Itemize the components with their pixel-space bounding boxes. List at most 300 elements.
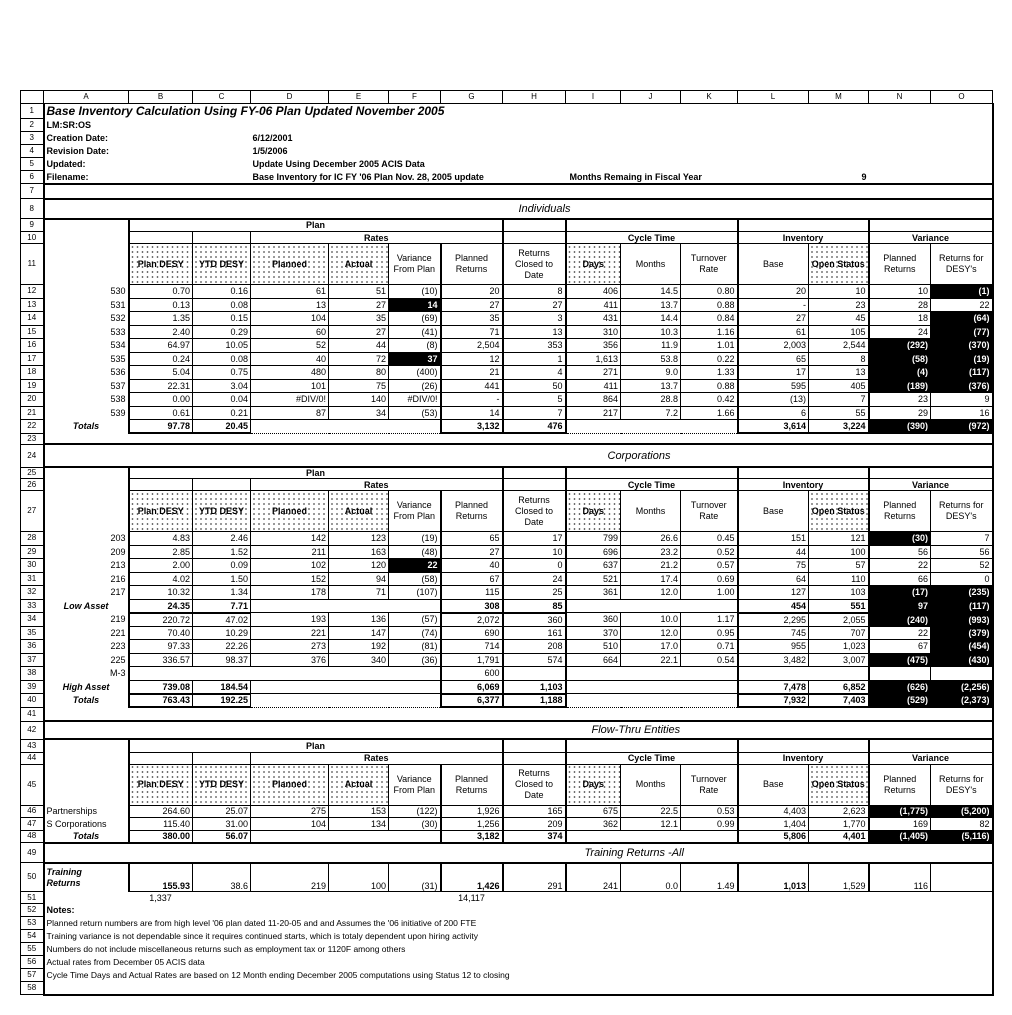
- data-cell[interactable]: 1.33: [681, 366, 738, 380]
- data-cell[interactable]: (41): [389, 325, 441, 339]
- data-cell[interactable]: 2.85: [129, 545, 193, 559]
- data-cell[interactable]: 707: [809, 626, 869, 640]
- data-cell[interactable]: (235): [931, 586, 993, 600]
- cell[interactable]: [869, 667, 931, 681]
- cell[interactable]: [738, 467, 869, 479]
- cell[interactable]: [869, 219, 993, 232]
- column-letter[interactable]: K: [681, 91, 738, 104]
- data-cell[interactable]: 0.08: [193, 352, 251, 366]
- data-cell[interactable]: 264.60: [129, 805, 193, 818]
- data-cell[interactable]: 1,023: [809, 640, 869, 654]
- column-header[interactable]: Plan DESY: [129, 764, 193, 805]
- training-cell[interactable]: 1,529: [809, 863, 869, 892]
- column-letter[interactable]: N: [869, 91, 931, 104]
- group-plan[interactable]: Plan: [129, 467, 503, 479]
- data-cell[interactable]: 714: [441, 640, 503, 654]
- data-cell[interactable]: 140: [329, 393, 389, 407]
- cell[interactable]: [503, 232, 566, 244]
- data-cell[interactable]: 374: [503, 830, 566, 843]
- data-cell[interactable]: 0.08: [193, 298, 251, 312]
- data-cell[interactable]: 7,403: [809, 694, 869, 708]
- spreadsheet-grid[interactable]: [20, 90, 994, 996]
- data-cell[interactable]: 380.00: [129, 830, 193, 843]
- data-cell[interactable]: 28.8: [621, 393, 681, 407]
- column-header[interactable]: Returns Closed to Date: [503, 764, 566, 805]
- data-cell[interactable]: 13: [809, 366, 869, 380]
- info-value[interactable]: Update Using December 2005 ACIS Data: [251, 158, 993, 171]
- row-number[interactable]: 22: [21, 420, 44, 434]
- data-cell[interactable]: 29: [869, 406, 931, 420]
- data-cell[interactable]: 0.75: [193, 366, 251, 380]
- row-number[interactable]: 1: [21, 104, 44, 119]
- column-letter[interactable]: G: [441, 91, 503, 104]
- summary-label[interactable]: Totals: [72, 830, 100, 841]
- data-cell[interactable]: #DIV/0!: [389, 393, 441, 407]
- data-cell[interactable]: 142: [251, 532, 329, 546]
- training-title[interactable]: Training Returns -All: [44, 843, 993, 863]
- data-cell[interactable]: 17.0: [621, 640, 681, 654]
- group-variance[interactable]: Variance: [869, 232, 993, 244]
- cell[interactable]: [44, 892, 129, 904]
- row-number[interactable]: 13: [21, 298, 44, 312]
- data-cell[interactable]: 120: [329, 559, 389, 573]
- data-cell[interactable]: 476: [503, 420, 566, 434]
- data-cell[interactable]: 64.97: [129, 339, 193, 353]
- row-label[interactable]: 538: [110, 394, 126, 405]
- data-cell[interactable]: 0.13: [129, 298, 193, 312]
- data-cell[interactable]: 57: [809, 559, 869, 573]
- data-cell[interactable]: 361: [566, 586, 621, 600]
- row-number[interactable]: 33: [21, 599, 44, 613]
- data-cell[interactable]: 0: [503, 559, 566, 573]
- data-cell[interactable]: 0.21: [193, 406, 251, 420]
- column-letter[interactable]: F: [389, 91, 441, 104]
- row-number[interactable]: 52: [21, 904, 44, 917]
- data-cell[interactable]: 2,055: [809, 613, 869, 627]
- data-cell[interactable]: 22.31: [129, 379, 193, 393]
- data-cell[interactable]: (74): [389, 626, 441, 640]
- row-number[interactable]: 6: [21, 171, 44, 184]
- data-cell[interactable]: 13: [251, 298, 329, 312]
- data-cell[interactable]: 664: [566, 653, 621, 667]
- column-header[interactable]: YTD DESY: [193, 491, 251, 532]
- data-cell[interactable]: 100: [809, 545, 869, 559]
- training-cell[interactable]: 1.49: [681, 863, 738, 892]
- data-cell[interactable]: 22.5: [621, 805, 681, 818]
- data-cell[interactable]: 56: [931, 545, 993, 559]
- data-cell[interactable]: 22: [389, 559, 441, 573]
- data-cell[interactable]: 75: [329, 379, 389, 393]
- training-cell[interactable]: 116: [869, 863, 931, 892]
- data-cell[interactable]: 31.00: [193, 818, 251, 831]
- data-cell[interactable]: 7: [503, 406, 566, 420]
- row-number[interactable]: 55: [21, 943, 44, 956]
- data-cell[interactable]: 115.40: [129, 818, 193, 831]
- data-cell[interactable]: 110: [809, 572, 869, 586]
- row-number[interactable]: 40: [21, 694, 44, 708]
- data-cell[interactable]: 2.40: [129, 325, 193, 339]
- column-header[interactable]: Turnover Rate: [681, 244, 738, 285]
- row-number[interactable]: 47: [21, 818, 44, 831]
- data-cell[interactable]: 7.71: [193, 599, 251, 613]
- column-header[interactable]: Variance From Plan: [389, 244, 441, 285]
- row-label[interactable]: 539: [110, 407, 126, 418]
- cell[interactable]: [193, 752, 251, 764]
- data-cell[interactable]: 0.00: [129, 393, 193, 407]
- cell[interactable]: [129, 232, 193, 244]
- data-cell[interactable]: 52: [251, 339, 329, 353]
- cell[interactable]: [869, 171, 993, 184]
- info-value[interactable]: 6/12/2001: [251, 132, 993, 145]
- data-cell[interactable]: 356: [566, 339, 621, 353]
- data-cell[interactable]: 1,188: [503, 694, 566, 708]
- data-cell[interactable]: (529): [869, 694, 931, 708]
- row-number[interactable]: 49: [21, 843, 44, 863]
- cell[interactable]: [566, 667, 738, 681]
- blank-row[interactable]: [44, 707, 993, 721]
- data-cell[interactable]: 7: [931, 532, 993, 546]
- data-cell[interactable]: 134: [329, 818, 389, 831]
- data-cell[interactable]: 0.29: [193, 325, 251, 339]
- data-cell[interactable]: (454): [931, 640, 993, 654]
- data-cell[interactable]: (107): [389, 586, 441, 600]
- data-cell[interactable]: 406: [566, 285, 621, 299]
- cell[interactable]: [503, 739, 566, 752]
- section-title[interactable]: Individuals: [44, 199, 993, 219]
- summary-label[interactable]: Low Asset: [63, 600, 109, 611]
- data-cell[interactable]: 127: [738, 586, 809, 600]
- row-number[interactable]: 9: [21, 219, 44, 232]
- data-cell[interactable]: 9.0: [621, 366, 681, 380]
- cell[interactable]: [503, 479, 566, 491]
- data-cell[interactable]: 2.00: [129, 559, 193, 573]
- data-cell[interactable]: 10: [809, 285, 869, 299]
- blank-cell[interactable]: [251, 420, 441, 434]
- group-variance[interactable]: Variance: [869, 479, 993, 491]
- data-cell[interactable]: 7,478: [738, 680, 809, 694]
- column-header[interactable]: Days: [566, 764, 621, 805]
- info-label[interactable]: Filename:: [46, 171, 89, 182]
- column-header[interactable]: Months: [621, 764, 681, 805]
- row-number[interactable]: 38: [21, 667, 44, 681]
- data-cell[interactable]: 66: [869, 572, 931, 586]
- column-header[interactable]: Variance From Plan: [389, 491, 441, 532]
- data-cell[interactable]: 192.25: [193, 694, 251, 708]
- data-cell[interactable]: 26.6: [621, 532, 681, 546]
- data-cell[interactable]: 87: [251, 406, 329, 420]
- data-cell[interactable]: 153: [329, 805, 389, 818]
- column-header[interactable]: Returns for DESY's: [931, 491, 993, 532]
- data-cell[interactable]: 1,103: [503, 680, 566, 694]
- data-cell[interactable]: 105: [809, 325, 869, 339]
- data-cell[interactable]: (117): [931, 366, 993, 380]
- cell[interactable]: [44, 479, 129, 491]
- column-letter[interactable]: M: [809, 91, 869, 104]
- cell[interactable]: [566, 219, 738, 232]
- data-cell[interactable]: 675: [566, 805, 621, 818]
- group-rates[interactable]: Rates: [251, 479, 503, 491]
- data-cell[interactable]: (19): [931, 352, 993, 366]
- data-cell[interactable]: 20: [738, 285, 809, 299]
- data-cell[interactable]: (30): [869, 532, 931, 546]
- data-cell[interactable]: 56.07: [193, 830, 251, 843]
- data-cell[interactable]: 1.17: [681, 613, 738, 627]
- data-cell[interactable]: 22.26: [193, 640, 251, 654]
- data-cell[interactable]: (2,373): [931, 694, 993, 708]
- data-cell[interactable]: 6,852: [809, 680, 869, 694]
- cell[interactable]: [503, 219, 566, 232]
- row-number[interactable]: 16: [21, 339, 44, 353]
- data-cell[interactable]: 34: [329, 406, 389, 420]
- training-cell[interactable]: 155.93: [129, 863, 193, 892]
- sheet-title[interactable]: Base Inventory Calculation Using FY-06 Plan Updated November 2005: [44, 104, 993, 119]
- data-cell[interactable]: 165: [503, 805, 566, 818]
- data-cell[interactable]: 16: [931, 406, 993, 420]
- blank-cell[interactable]: [251, 680, 441, 694]
- data-cell[interactable]: 0.71: [681, 640, 738, 654]
- cell[interactable]: [44, 244, 129, 285]
- column-header[interactable]: Days: [566, 491, 621, 532]
- data-cell[interactable]: (189): [869, 379, 931, 393]
- data-cell[interactable]: 101: [251, 379, 329, 393]
- data-cell[interactable]: #DIV/0!: [251, 393, 329, 407]
- data-cell[interactable]: 10.29: [193, 626, 251, 640]
- data-cell[interactable]: 7.2: [621, 406, 681, 420]
- data-cell[interactable]: (1,775): [869, 805, 931, 818]
- row-number[interactable]: 3: [21, 132, 44, 145]
- cell[interactable]: [738, 219, 869, 232]
- data-cell[interactable]: 152: [251, 572, 329, 586]
- row-number[interactable]: 51: [21, 892, 44, 904]
- row-number[interactable]: 27: [21, 491, 44, 532]
- data-cell[interactable]: 739.08: [129, 680, 193, 694]
- data-cell[interactable]: 2,504: [441, 339, 503, 353]
- data-cell[interactable]: 8: [809, 352, 869, 366]
- column-header[interactable]: Planned Returns: [869, 764, 931, 805]
- column-header[interactable]: Months: [621, 491, 681, 532]
- data-cell[interactable]: (64): [931, 312, 993, 326]
- data-cell[interactable]: 3: [503, 312, 566, 326]
- training-cell[interactable]: 241: [566, 863, 621, 892]
- info-value[interactable]: [251, 119, 993, 132]
- data-cell[interactable]: 2.46: [193, 532, 251, 546]
- data-cell[interactable]: (626): [869, 680, 931, 694]
- data-cell[interactable]: (379): [931, 626, 993, 640]
- data-cell[interactable]: 1.01: [681, 339, 738, 353]
- data-cell[interactable]: (77): [931, 325, 993, 339]
- column-header[interactable]: YTD DESY: [193, 244, 251, 285]
- group-cycle-time[interactable]: Cycle Time: [566, 479, 738, 491]
- blank-cell[interactable]: [566, 599, 738, 613]
- data-cell[interactable]: (5,200): [931, 805, 993, 818]
- row-number[interactable]: 31: [21, 572, 44, 586]
- column-letter[interactable]: A: [44, 91, 129, 104]
- data-cell[interactable]: 24: [869, 325, 931, 339]
- group-inventory[interactable]: Inventory: [738, 232, 869, 244]
- data-cell[interactable]: 3.04: [193, 379, 251, 393]
- column-letter[interactable]: H: [503, 91, 566, 104]
- data-cell[interactable]: 454: [738, 599, 809, 613]
- data-cell[interactable]: (972): [931, 420, 993, 434]
- note-item[interactable]: Numbers do not include miscellaneous returns such as employment tax or 1120F among others: [44, 943, 993, 956]
- data-cell[interactable]: 1,926: [441, 805, 503, 818]
- data-cell[interactable]: 161: [503, 626, 566, 640]
- data-cell[interactable]: 5: [503, 393, 566, 407]
- data-cell[interactable]: 5.04: [129, 366, 193, 380]
- note-item[interactable]: Actual rates from December 05 ACIS data: [44, 956, 993, 969]
- data-cell[interactable]: 217: [566, 406, 621, 420]
- data-cell[interactable]: 40: [441, 559, 503, 573]
- blank-row[interactable]: [44, 433, 993, 444]
- data-cell[interactable]: 0.24: [129, 352, 193, 366]
- data-cell[interactable]: 0.45: [681, 532, 738, 546]
- data-cell[interactable]: 52: [931, 559, 993, 573]
- group-variance[interactable]: Variance: [869, 752, 993, 764]
- data-cell[interactable]: 405: [809, 379, 869, 393]
- data-cell[interactable]: 104: [251, 312, 329, 326]
- data-cell[interactable]: 6,069: [441, 680, 503, 694]
- row-number[interactable]: 25: [21, 467, 44, 479]
- data-cell[interactable]: 22: [931, 298, 993, 312]
- note-item[interactable]: Cycle Time Days and Actual Rates are based on 12 Month ending December 2005 computations using Status 12 to closing: [44, 969, 993, 982]
- data-cell[interactable]: 763.43: [129, 694, 193, 708]
- data-cell[interactable]: 6: [738, 406, 809, 420]
- data-cell[interactable]: 0.09: [193, 559, 251, 573]
- data-cell[interactable]: 192: [329, 640, 389, 654]
- data-cell[interactable]: 0.53: [681, 805, 738, 818]
- data-cell[interactable]: 14: [441, 406, 503, 420]
- data-cell[interactable]: (53): [389, 406, 441, 420]
- column-header[interactable]: Base: [738, 244, 809, 285]
- column-header[interactable]: Planned Returns: [869, 491, 931, 532]
- data-cell[interactable]: 0.80: [681, 285, 738, 299]
- data-cell[interactable]: 151: [738, 532, 809, 546]
- row-label[interactable]: 225: [110, 654, 126, 665]
- data-cell[interactable]: (292): [869, 339, 931, 353]
- data-cell[interactable]: 17: [738, 366, 809, 380]
- data-cell[interactable]: 103: [809, 586, 869, 600]
- data-cell[interactable]: 44: [738, 545, 809, 559]
- data-cell[interactable]: 310: [566, 325, 621, 339]
- data-cell[interactable]: 27: [329, 325, 389, 339]
- data-cell[interactable]: 71: [329, 586, 389, 600]
- data-cell[interactable]: 70.40: [129, 626, 193, 640]
- data-cell[interactable]: 50: [503, 379, 566, 393]
- row-number[interactable]: 7: [21, 184, 44, 199]
- column-header[interactable]: Planned Returns: [441, 491, 503, 532]
- data-cell[interactable]: 4: [503, 366, 566, 380]
- data-cell[interactable]: 1.34: [193, 586, 251, 600]
- data-cell[interactable]: 10: [869, 285, 931, 299]
- column-letter[interactable]: J: [621, 91, 681, 104]
- data-cell[interactable]: 12.0: [621, 586, 681, 600]
- cell[interactable]: [44, 739, 129, 752]
- row-number[interactable]: 4: [21, 145, 44, 158]
- data-cell[interactable]: 637: [566, 559, 621, 573]
- data-cell[interactable]: 1,613: [566, 352, 621, 366]
- data-cell[interactable]: 27: [503, 298, 566, 312]
- row-number[interactable]: 37: [21, 653, 44, 667]
- row-number[interactable]: 58: [21, 982, 44, 995]
- training-subtotal-g[interactable]: 14,117: [458, 892, 485, 903]
- select-all-corner[interactable]: [21, 91, 44, 104]
- months-remaining-value[interactable]: 9: [861, 171, 867, 182]
- data-cell[interactable]: 97.78: [129, 420, 193, 434]
- data-cell[interactable]: 0.04: [193, 393, 251, 407]
- blank-cell[interactable]: [251, 830, 441, 843]
- column-header[interactable]: Open Status: [809, 764, 869, 805]
- column-header[interactable]: Base: [738, 764, 809, 805]
- column-header[interactable]: Variance From Plan: [389, 764, 441, 805]
- data-cell[interactable]: 0.61: [129, 406, 193, 420]
- data-cell[interactable]: 184.54: [193, 680, 251, 694]
- row-number[interactable]: 44: [21, 752, 44, 764]
- data-cell[interactable]: 115: [441, 586, 503, 600]
- data-cell[interactable]: 55: [809, 406, 869, 420]
- data-cell[interactable]: 102: [251, 559, 329, 573]
- data-cell[interactable]: 955: [738, 640, 809, 654]
- cell[interactable]: [566, 739, 738, 752]
- row-label[interactable]: 223: [110, 641, 126, 652]
- data-cell[interactable]: 360: [566, 613, 621, 627]
- row-number[interactable]: 2: [21, 119, 44, 132]
- data-cell[interactable]: 0.88: [681, 379, 738, 393]
- data-cell[interactable]: 574: [503, 653, 566, 667]
- row-number[interactable]: 23: [21, 433, 44, 444]
- data-cell[interactable]: 411: [566, 379, 621, 393]
- data-cell[interactable]: 441: [441, 379, 503, 393]
- data-cell[interactable]: 45: [809, 312, 869, 326]
- cell[interactable]: [193, 232, 251, 244]
- data-cell[interactable]: 2,544: [809, 339, 869, 353]
- data-cell[interactable]: 67: [869, 640, 931, 654]
- column-letter[interactable]: B: [129, 91, 193, 104]
- data-cell[interactable]: 864: [566, 393, 621, 407]
- info-label[interactable]: Revision Date:: [46, 146, 110, 156]
- data-cell[interactable]: 480: [251, 366, 329, 380]
- data-cell[interactable]: 0.52: [681, 545, 738, 559]
- blank-cell[interactable]: [566, 830, 738, 843]
- training-cell[interactable]: 219: [251, 863, 329, 892]
- data-cell[interactable]: 24.35: [129, 599, 193, 613]
- cell[interactable]: [503, 752, 566, 764]
- data-cell[interactable]: (5,116): [931, 830, 993, 843]
- group-cycle-time[interactable]: Cycle Time: [566, 752, 738, 764]
- column-header[interactable]: Planned: [251, 244, 329, 285]
- data-cell[interactable]: 25: [503, 586, 566, 600]
- data-cell[interactable]: 3,614: [738, 420, 809, 434]
- training-cell[interactable]: 0.0: [621, 863, 681, 892]
- blank-cell[interactable]: [566, 694, 738, 708]
- data-cell[interactable]: 23: [869, 393, 931, 407]
- data-cell[interactable]: 22: [869, 626, 931, 640]
- row-number[interactable]: 24: [21, 444, 44, 467]
- row-label[interactable]: 209: [110, 546, 126, 557]
- row-label[interactable]: 213: [110, 560, 126, 571]
- cell[interactable]: [193, 479, 251, 491]
- group-inventory[interactable]: Inventory: [738, 479, 869, 491]
- data-cell[interactable]: 5,806: [738, 830, 809, 843]
- data-cell[interactable]: 2,295: [738, 613, 809, 627]
- row-number[interactable]: 50: [21, 863, 44, 892]
- data-cell[interactable]: 65: [738, 352, 809, 366]
- training-label[interactable]: Training Returns: [46, 866, 82, 888]
- data-cell[interactable]: 163: [329, 545, 389, 559]
- row-label[interactable]: 203: [110, 533, 126, 544]
- row-number[interactable]: 56: [21, 956, 44, 969]
- row-number[interactable]: 54: [21, 930, 44, 943]
- data-cell[interactable]: 85: [503, 599, 566, 613]
